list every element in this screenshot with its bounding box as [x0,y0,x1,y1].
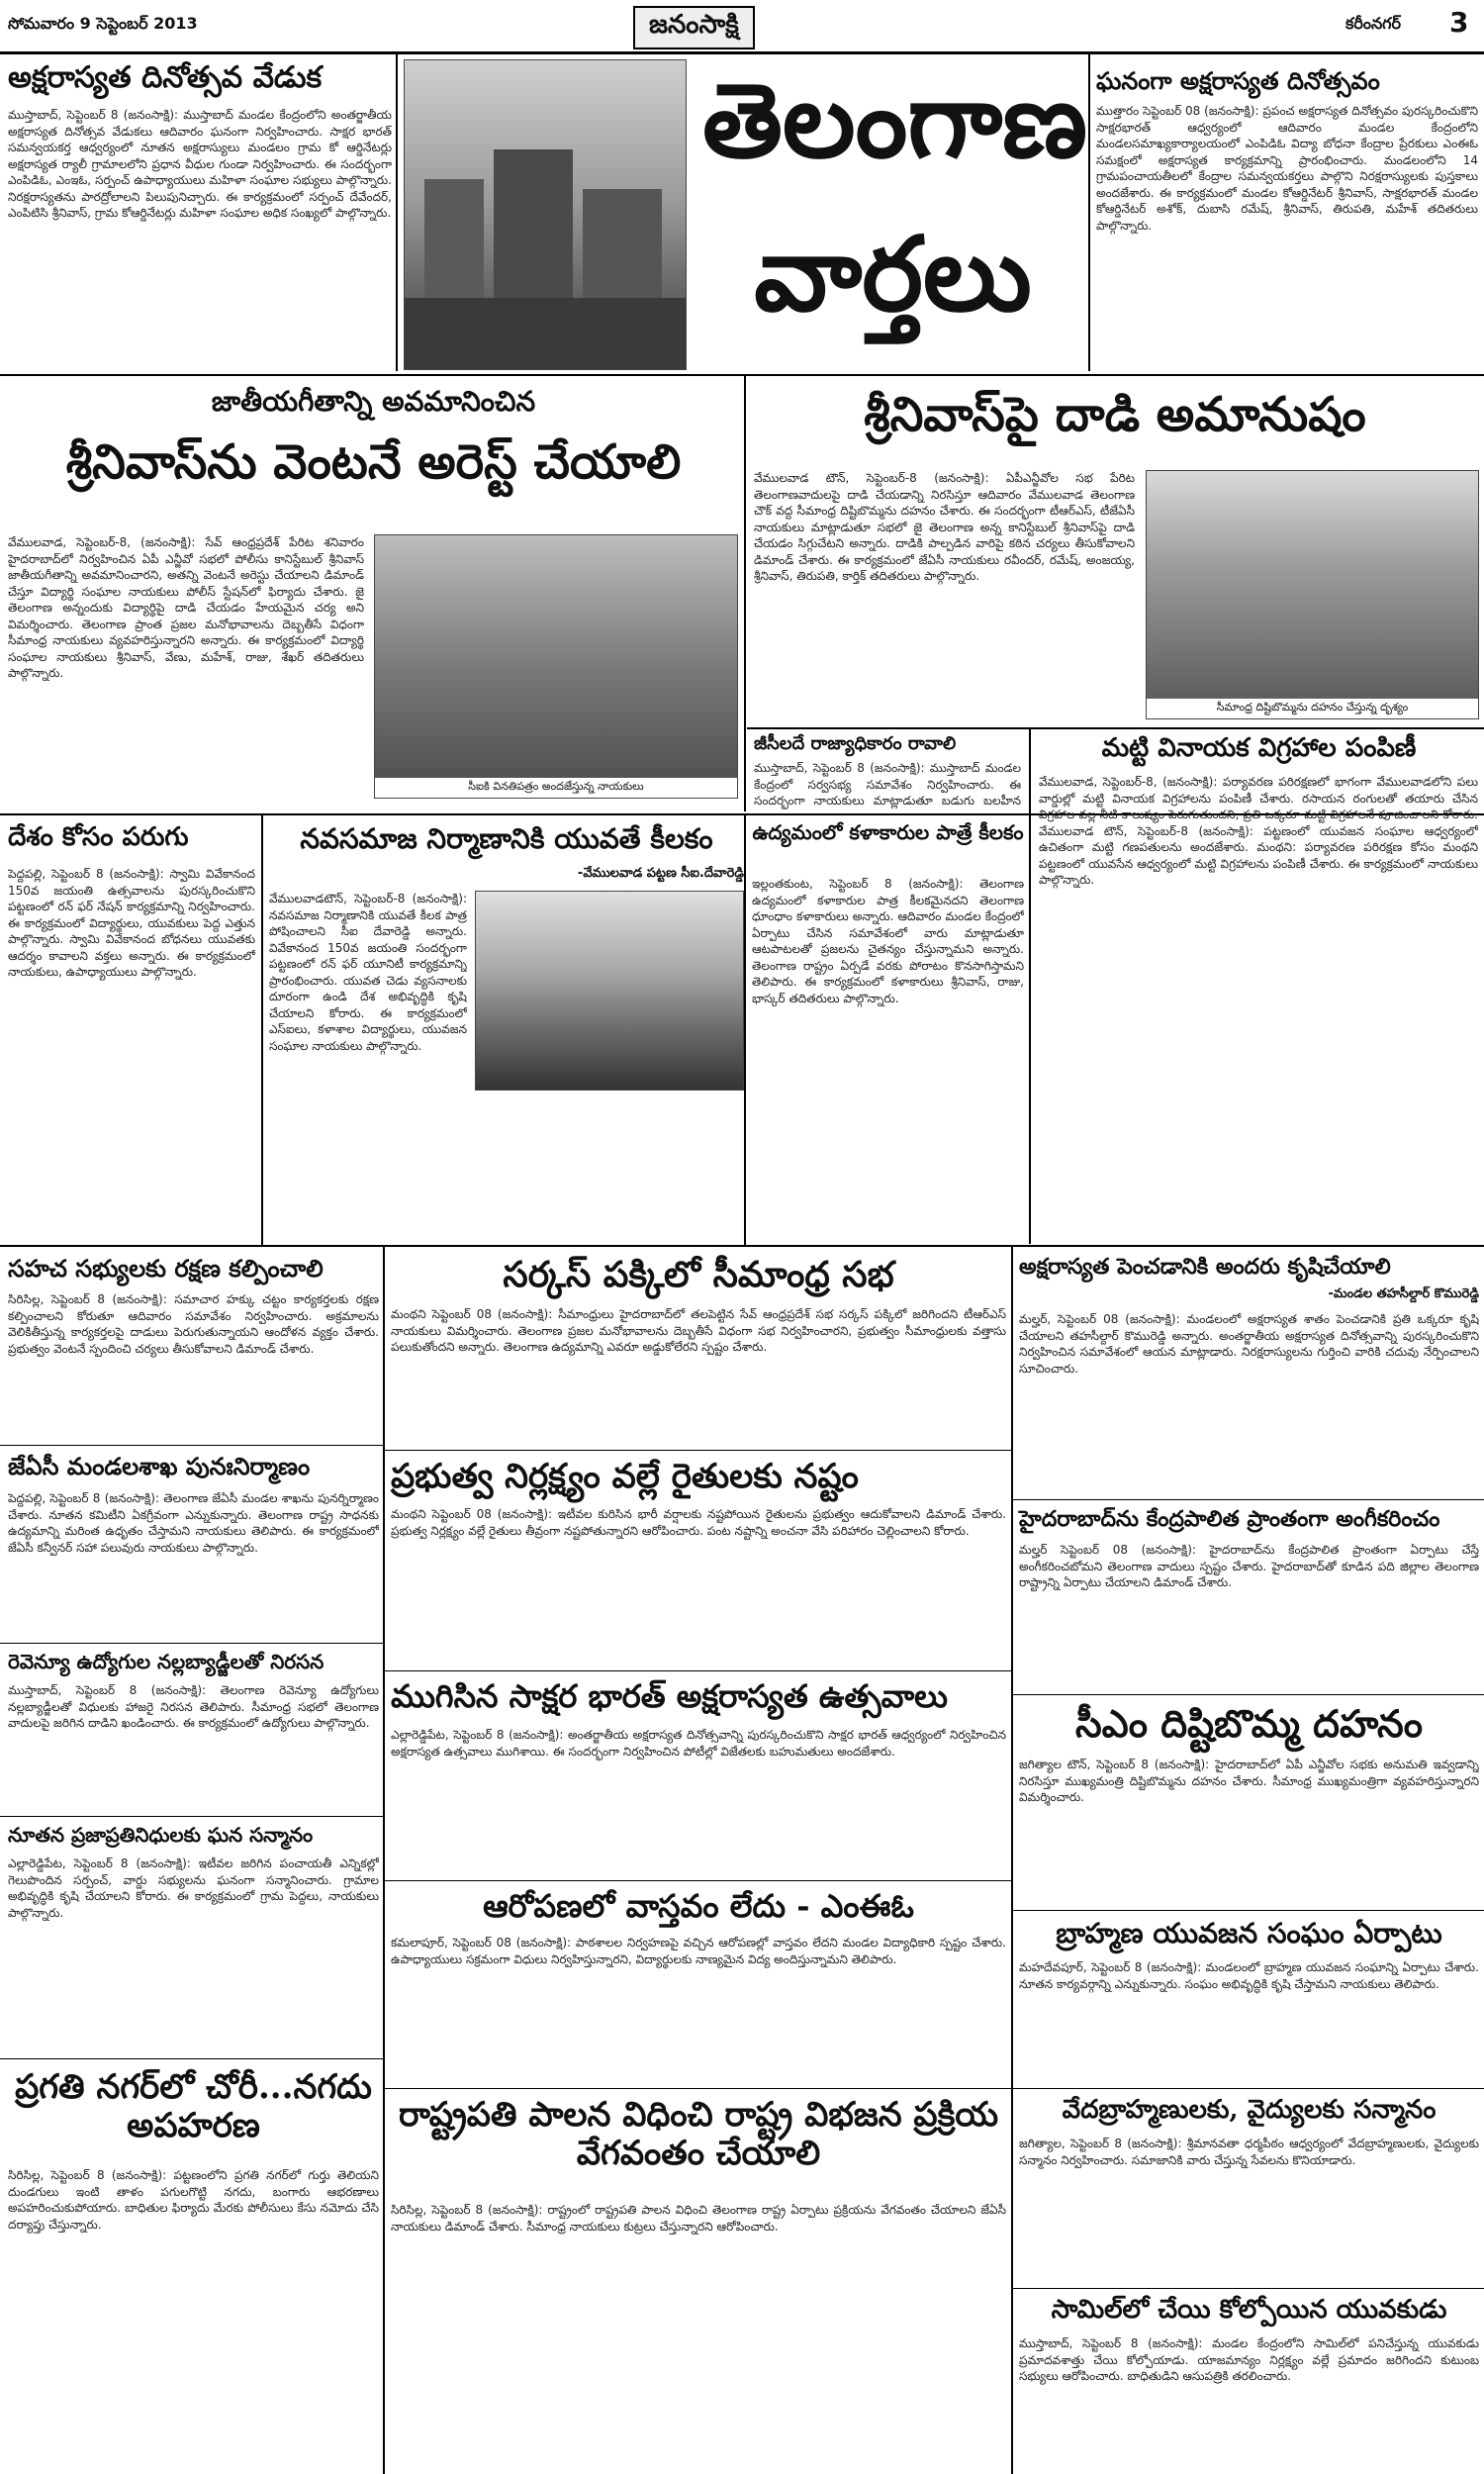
run-event-photo [475,891,744,1091]
row-divider [0,1445,383,1446]
article-body: ఎల్లారెడ్డిపేట, సెప్టెంబర్ 8 (జనంసాక్షి): ఇటీవల జరిగిన పంచాయతీ ఎన్నికల్లో గెలుపొందిన సర్పంచ్, వార్డు సభ్యులను ఘనంగా సన్మానించారు. గ్రామాల అభివృద్ధికి కృషి చేయాలని కోరారు. ఈ కార్యక్రమంలో గ్రామ పెద్దలు, నాయకులు పాల్గొన్నారు. [8,1856,379,1920]
article-headline: అక్షరాస్యత పెంచడానికి అందరు కృషిచేయాలి [1019,1254,1391,1280]
article-body: పెద్దపల్లి, సెప్టెంబర్ 8 (జనంసాక్షి): తెలంగాణ జేఏసీ మండల శాఖను పునర్నిర్మాణం చేశారు. నూతన కమిటీని ఏకగ్రీవంగా ఎన్నుకున్నారు. తెలంగాణ రాష్ట్ర సాధనకు ఉద్యమాన్ని మరింత ఉధృతం చేస్తామని నాయకులు తెలిపారు. ఈ కార్యక్రమంలో జేఏసీ కన్వీనర్ సహా పలువురు నాయకులు పాల్గొన్నారు. [8,1491,379,1555]
article-body: పెద్దపల్లి, సెప్టెంబర్ 8 (జనంసాక్షి): స్వామి వివేకానంద 150వ జయంతి ఉత్సవాలను పురస్కరించుకొని పట్టణంలో రన్ ఫర్ నేషన్ కార్యక్రమాన్ని నిర్వహించారు. ఈ కార్యక్రమంలో విద్యార్థులు, యువకులు పెద్ద ఎత్తున పాల్గొన్నారు. స్వామి వివేకానంద బోధనలు యువతకు ఆదర్శం కావాలని వక్తలు అన్నారు. ఈ కార్యక్రమంలో నాయకులు, ఉపాధ్యాయులు పాల్గొన్నారు. [8,867,255,980]
row-divider [384,1670,1011,1671]
fort-photo [404,59,687,370]
column-divider [1011,1247,1013,2474]
article-byline: -వేములవాడ పట్టణ సీఐ.దేవారెడ్డి [577,866,744,881]
article-headline: సామిల్‌లో చేయి కోల్పోయిన యువకుడు [1051,2295,1447,2325]
article-headline: ఉద్యమంలో కళాకారుల పాత్రే కీలకం [752,820,1024,844]
article-headline: రాష్ట్రపతి పాలన విధించి రాష్ట్ర విభజన ప్రక్రియ వేగవంతం చేయాలి [398,2095,999,2174]
article-headline: ఆరోపణలో వాస్తవం లేదు - ఎంఈఓ [483,1887,914,1925]
article-headline: హైదరాబాద్‌ను కేంద్రపాలిత ప్రాంతంగా అంగీకరించం [1019,1506,1440,1532]
article-body: ముస్తాబాద్, సెప్టెంబర్ 8 (జనంసాక్షి): మండల కేంద్రంలోని సామిల్‌లో పనిచేస్తున్న యువకుడు ప్రమాదవశాత్తు చేయి కోల్పోయాడు. యాజమాన్యం నిర్లక్ష్యం వల్లే ప్రమాదం జరిగిందని కుటుంబ సభ్యులు ఆరోపించారు. బాధితుడిని ఆసుపత్రికి తరలించారు. [1019,2336,1479,2384]
article-headline: నూతన ప్రజాప్రతినిధులకు ఘన సన్మానం [8,1823,314,1847]
article-headline: ప్రభుత్వ నిర్లక్ష్యం వల్లే రైతులకు నష్టం [391,1457,859,1496]
article-body: ముస్తాబాద్, సెప్టెంబర్ 8 (జనంసాక్షి): తెలంగాణ రెవెన్యూ ఉద్యోగులు నల్లబ్యాడ్జీలతో విధులకు హాజరై నిరసన తెలిపారు. సీమాంధ్ర సభలో తెలంగాణ వాదులపై జరిగిన దాడిని ఖండించారు. ఈ కార్యక్రమంలో ఉద్యోగులు పాల్గొన్నారు. [8,1683,379,1731]
article-headline: బ్రాహ్మణ యువజన సంఘం ఏర్పాటు [1056,1917,1442,1950]
article-headline: నవసమాజ నిర్మాణానికి యువతే కీలకం [300,822,713,855]
page-number: 3 [1449,6,1469,39]
article-headline: సర్కస్ పక్కిలో సీమాంధ్ర సభ [503,1254,894,1295]
memorandum-photo [374,534,738,799]
column-divider [396,54,398,371]
article-body: కమలాపూర్, సెప్టెంబర్ 08 (జనంసాక్షి): పాఠశాలల నిర్వహణపై వచ్చిన ఆరోపణల్లో వాస్తవం లేదని మండల విద్యాధికారి స్పష్టం చేశారు. ఉపాధ్యాయులు సక్రమంగా విధులు నిర్వహిస్తున్నారని, విద్యార్థులకు నాణ్యమైన విద్య అందిస్తున్నామని తెలిపారు. [391,1936,1006,1966]
article-body: సిరిసిల్ల, సెప్టెంబర్ 8 (జనంసాక్షి): సమాచార హక్కు చట్టం కార్యకర్తలకు రక్షణ కల్పించాలని కోరుతూ ఆదివారం సమావేశం నిర్వహించారు. అక్రమాలను వెలికితీస్తున్న కార్యకర్తలపై దాడులు పెరుగుతున్నాయని ఆందోళన వ్యక్తం చేశారు. ప్రభుత్వం వెంటనే స్పందించి చర్యలు తీసుకోవాలని డిమాండ్ చేశారు. [8,1292,379,1356]
article-body: మల్హర్ సెప్టెంబర్ 08 (జనంసాక్షి): హైదరాబాద్‌ను కేంద్రపాలిత ప్రాంతంగా ఏర్పాటు చేస్తే అంగీకరించబోమని తెలంగాణ వాదులు స్పష్టం చేశారు. హైదరాబాద్‌తో కూడిన పది జిల్లాల తెలంగాణ రాష్ట్రాన్ని ఏర్పాటు చేయాలని డిమాండ్ చేశారు. [1019,1543,1479,1590]
article-byline: -మండల తహసీల్దార్ కొమురెడ్డి [1328,1286,1479,1301]
article-body: ఎల్లారెడ్డిపేట, సెప్టెంబర్ 8 (జనంసాక్షి): అంతర్జాతీయ అక్షరాస్యత దినోత్సవాన్ని పురస్కరించుకొని సాక్షర భారత్ ఆధ్వర్యంలో నిర్వహించిన అక్షరాస్యత ఉత్సవాలు ముగిశాయి. ఈ సందర్భంగా నిర్వహించిన పోటీల్లో విజేతలకు బహుమతులు అందజేశారు. [391,1728,1006,1759]
row-divider [1012,2288,1484,2289]
column-divider [744,815,746,1245]
row-divider [1012,1910,1484,1911]
row-divider [384,1450,1011,1451]
row-divider [0,1816,383,1817]
row-divider [747,727,1484,729]
row-divider [0,374,1484,376]
article-headline: సహచ సభ్యులకు రక్షణ కల్పించాలి [8,1254,324,1283]
row-divider [0,1245,1484,1247]
article-headline: వేదబ్రాహ్మణులకు, వైద్యులకు సన్మానం [1062,2095,1437,2125]
page-header [0,0,1484,54]
row-divider [1012,2088,1484,2089]
column-divider [1088,54,1090,371]
article-headline: శ్రీనివాస్‌ను వెంటనే అరెస్ట్ చేయాలి [65,434,682,490]
column-divider [1029,729,1031,1244]
article-headline: ముగిసిన సాక్షర భారత్ అక్షరాస్యత ఉత్సవాలు [391,1677,948,1715]
article-body: వేములవాడ, సెప్టెంబర్-8, (జనంసాక్షి): పర్యావరణ పరిరక్షణలో భాగంగా వేములవాడలోని పలు వార్డుల్లో మట్టి వినాయక విగ్రహాలను పంపిణీ చేశారు. రసాయన రంగులతో తయారు చేసిన విగ్రహాల వల్ల నీటి కాలుష్యం పెరుగుతుందని, ప్రతి ఒక్కరూ మట్టి విగ్రహాలనే పూజించాలని కోరారు. వేములవాడ టౌన్, సెప్టెంబర్-8 (జనంసాక్షి): పట్టణంలో యువజన సంఘాల ఆధ్వర్యంలో ఉచితంగా మట్టి గణపతులను అందజేశారు. మంథని: పర్యావరణ పరిరక్షణ కోసం మంథని పట్టణంలో యువసేన ఆధ్వర్యంలో మట్టి విగ్రహాలను పంపిణీ చేశారు. ఈ కార్యక్రమంలో నాయకులు పాల్గొన్నారు. [1039,775,1478,888]
article-headline: శ్రీనివాస్‌పై దాడి అమానుషం [864,387,1366,442]
section-title-telangana: తెలంగాణ [702,59,1088,181]
article-body: వేములవాడ, సెప్టెంబర్-8, (జనంసాక్షి): సేవ్ ఆంధ్రప్రదేశ్ పేరిట శనివారం హైదరాబాద్‌లో నిర్వహించిన ఏపీ ఎన్జీవో సభలో పోలీసు కానిస్టేబుల్ శ్రీనివాస్ జాతీయగీతాన్ని అవమానించారని, అతన్ని వెంటనే అరెస్టు చేయాలని డిమాండ్ చేస్తూ విద్యార్థి సంఘాల నాయకులు పోలీస్ స్టేషన్‌లో ఫిర్యాదు చేశారు. జై తెలంగాణ అన్నందుకు విద్యార్థిపై దాడి చేయడం హేయమైన చర్య అని విమర్శించారు. తెలంగాణ ప్రాంత ప్రజల మనోభావాలను దెబ్బతీసే విధంగా సీమాంధ్ర నాయకులు వ్యవహరిస్తున్నారని అన్నారు. ఈ కార్యక్రమంలో విద్యార్థి సంఘాల నాయకులు శ్రీనివాస్, వేణు, మహేశ్, రాజు, శేఖర్ తదితరులు పాల్గొన్నారు. [8,535,364,681]
article-body: ముస్తాబాద్, సెప్టెంబర్ 8 (జనంసాక్షి): ముస్తాబాద్ మండల కేంద్రంలోని అంతర్జాతీయ అక్షరాస్యత దినోత్సవ వేడుకలు ఆదివారం ఘనంగా నిర్వహించారు. సాక్షర భారత్ సమన్వయకర్త ఆధ్వర్యంలో నూతన అక్షరాస్యులు మండలం గ్రామ కో ఆర్డినేటర్లు అక్షరాస్యత ర్యాలీ గ్రామాలలోని ప్రధాన వీధుల గుండా నిర్వహించారు. ఈ సందర్భంగా ఎంపిడిఓ, ఎంఇఓ, సర్పంచ్ ఉపాధ్యాయులు మహిళా సంఘాల సభ్యులు పాల్గొన్నారు. నిరక్షరాస్యతను పారద్రోలాలని పిలుపునిచ్చారు. ఈ కార్యక్రమంలో సర్పంచ్ దేవేందర్, ఎంపిటిసి శ్రీనివాస్, గ్రామ కోఆర్డినేటర్లు మహిళా సంఘాల అధిక సంఖ్యలో పాల్గొన్నారు. [8,108,392,221]
protest-photo [1146,470,1479,719]
row-divider [1012,1694,1484,1695]
article-body: జగిత్యాల, సెప్టెంబర్ 8 (జనంసాక్షి): శ్రీమానవతా ధర్మపీఠం ఆధ్వర్యంలో వేదబ్రాహ్మణులకు, వైద్యులకు సన్మానం నిర్వహించారు. సమాజానికి వారు చేస్తున్న సేవలను కొనియాడారు. [1019,2137,1479,2167]
article-headline: ఘనంగా అక్షరాస్యత దినోత్సవం [1096,66,1380,95]
article-body: సిరిసిల్ల, సెప్టెంబర్ 8 (జనంసాక్షి): పట్టణంలోని ప్రగతి నగర్‌లో గుర్తు తెలియని దుండగులు ఇంటి తాళం పగులగొట్టి నగదు, బంగారు ఆభరణాలు అపహరించుకుపోయారు. బాధితుల ఫిర్యాదు మేరకు పోలీసులు కేసు నమోదు చేసి దర్యాప్తు చేస్తున్నారు. [8,2168,379,2232]
article-headline: ప్రగతి నగర్‌లో చోరీ...నగదు అపహరణ [15,2067,372,2146]
column-divider [383,1247,385,2474]
article-headline: సీఎం దిష్టిబొమ్మ దహనం [1075,1701,1423,1746]
article-headline: జేఏసీ మండలశాఖ పునఃనిర్మాణం [8,1452,311,1480]
article-body: వేములవాడ టౌన్, సెప్టెంబర్-8 (జనంసాక్షి): ఏపీఎన్జీవోల సభ పేరిట తెలంగాణవాదులపై దాడి చేయడాన్ని నిరసిస్తూ ఆదివారం వేములవాడ తెలంగాణ చౌక్ వద్ద సీమాంధ్ర దిష్టిబొమ్మను దహనం చేశారు. ఈ సందర్భంగా టీఆర్ఎస్, టీజేఏసీ నాయకులు మాట్లాడుతూ సభలో జై తెలంగాణ అన్న కానిస్టేబుల్ శ్రీనివాస్‌పై దాడి చేయడం సిగ్గుచేటని అన్నారు. దాడికి పాల్పడిన వారిపై కఠిన చర్యలు తీసుకోవాలని డిమాండ్ చేశారు. ఈ కార్యక్రమంలో జేఏసీ నాయకులు రవీందర్, రమేష్, అంజయ్య, శ్రీనివాస్, తిరుపతి, కార్తిక్ తదితరులు పాల్గొన్నారు. [754,471,1135,584]
article-headline: జీసీలదే రాజ్యాధికారం రావాలి [754,733,957,754]
article-headline: మట్టి వినాయక విగ్రహాల పంపిణీ [1101,733,1417,763]
newspaper-logo: జనంసాక్షి [633,6,755,49]
row-divider [0,1643,383,1644]
column-divider [744,376,746,811]
edition-name: కరీంనగర్ [1345,14,1402,33]
row-divider [1012,1499,1484,1500]
article-headline: రెవెన్యూ ఉద్యోగుల నల్లబ్యాడ్జీలతో నిరసన [8,1650,325,1673]
article-headline: అక్షరాస్యత దినోత్సవ వేడుక [8,60,323,95]
article-body: వేములవాడటౌన్, సెప్టెంబర్-8 (జనంసాక్షి): నవసమాజ నిర్మాణానికి యువతే కీలక పాత్ర పోషించాలని సీఐ దేవారెడ్డి అన్నారు. వివేకానంద 150వ జయంతి సందర్భంగా పట్టణంలో రన్ ఫర్ యూనిటీ కార్యక్రమాన్ని ప్రారంభించారు. యువత చెడు వ్యసనాలకు దూరంగా ఉండి దేశ అభివృద్ధికి కృషి చేయాలని కోరారు. ఈ కార్యక్రమంలో ఎస్ఐలు, కళాశాల విద్యార్థులు, యువజన సంఘాల నాయకులు పాల్గొన్నారు. [269,892,467,1053]
article-body: మహదేవపూర్, సెప్టెంబర్ 8 (జనంసాక్షి): మండలంలో బ్రాహ్మణ యువజన సంఘాన్ని ఏర్పాటు చేశారు. నూతన కార్యవర్గాన్ని ఎన్నుకున్నారు. సంఘం అభివృద్ధికి కృషి చేస్తామని నాయకులు తెలిపారు. [1019,1960,1479,1991]
article-body: సిరిసిల్ల, సెప్టెంబర్ 8 (జనంసాక్షి): రాష్ట్రంలో రాష్ట్రపతి పాలన విధించి తెలంగాణ రాష్ట్ర ఏర్పాటు ప్రక్రియను వేగవంతం చేయాలని జేఏసీ నాయకులు డిమాండ్ చేశారు. సీమాంధ్ర నాయకులు కుట్రలు చేస్తున్నారని ఆరోపించారు. [391,2203,1006,2234]
photo-caption: సీఐకి వినతిపత్రం అందజేస్తున్న నాయకులు [375,778,737,798]
article-body: ముస్తాబాద్, సెప్టెంబర్ 8 (జనంసాక్షి): ముస్తాబాద్ మండల కేంద్రంలో సర్వసభ్య సమావేశం నిర్వహించారు. ఈ సందర్భంగా నాయకులు మాట్లాడుతూ బడుగు బలహీన [754,761,1021,809]
fort-icon [405,60,686,369]
article-body: మల్హర్, సెప్టెంబర్ 08 (జనంసాక్షి): మండలంలో అక్షరాస్యత శాతం పెంచడానికి ప్రతి ఒక్కరూ కృషి చేయాలని తహసీల్దార్ కొమురెడ్డి అన్నారు. అంతర్జాతీయ అక్షరాస్యత దినోత్సవాన్ని పురస్కరించుకొని నిర్వహించిన సమావేశంలో ఆయన మాట్లాడారు. నిరక్షరాస్యులను గుర్తించి వారికి చదువు నేర్పించాలని సూచించారు. [1019,1312,1479,1376]
row-divider [0,2058,383,2059]
row-divider [384,2088,1011,2089]
article-body: మంథని సెప్టెంబర్ 08 (జనంసాక్షి): ఇటీవల కురిసిన భారీ వర్షాలకు నష్టపోయిన రైతులను ప్రభుత్వం ఆదుకోవాలని డిమాండ్ చేశారు. ప్రభుత్వ నిర్లక్ష్యం వల్లే రైతులు తీవ్రంగా నష్టపోతున్నారని ఆరోపించారు. పంట నష్టాన్ని అంచనా వేసి పరిహారం చెల్లించాలని కోరారు. [391,1507,1006,1538]
article-body: జగిత్యాల టౌన్, సెప్టెంబర్ 8 (జనంసాక్షి): హైదరాబాద్‌లో ఏపీ ఎన్జీవోల సభకు అనుమతి ఇవ్వడాన్ని నిరసిస్తూ ముఖ్యమంత్రి దిష్టిబొమ్మను దహనం చేశారు. సీమాంధ్ర ముఖ్యమంత్రిగా వ్యవహరిస్తున్నారని విమర్శించారు. [1019,1758,1479,1805]
column-divider [261,815,263,1245]
article-body: ఇల్లంతకుంట, సెప్టెంబర్ 8 (జనంసాక్షి): తెలంగాణ ఉద్యమంలో కళాకారుల పాత్ర కీలకమైనదని తెలంగాణ ధూంధాం కళాకారులు అన్నారు. ఆదివారం మండల కేంద్రంలో ఏర్పాటు చేసిన సమావేశంలో వారు మాట్లాడుతూ ఆటపాటలతో ప్రజలను చైతన్యం చేస్తున్నామని అన్నారు. తెలంగాణ రాష్ట్రం ఏర్పడే వరకు పోరాటం కొనసాగిస్తామని తెలిపారు. ఈ కార్యక్రమంలో కళాకారులు శ్రీనివాస్, రాజు, భాస్కర్ తదితరులు పాల్గొన్నారు. [752,877,1024,1005]
row-divider [384,1880,1011,1881]
section-title-news: వార్తలు [754,213,1032,334]
photo-caption: సీమాంధ్ర దిష్టిబొమ్మను దహనం చేస్తున్న దృశ్యం [1147,699,1478,718]
article-kicker: జాతీయగీతాన్ని అవమానించిన [211,385,536,418]
issue-date: సోమవారం 9 సెప్టెంబర్ 2013 [8,14,198,33]
article-body: మంథని సెప్టెంబర్ 08 (జనంసాక్షి): సీమాంధ్రులు హైదరాబాద్‌లో తలపెట్టిన సేవ్ ఆంధ్రప్రదేశ్ సభ సర్కస్ పక్కిలో జరిగిందని టీఆర్ఎస్ నాయకులు విమర్శించారు. తెలంగాణ ప్రజల మనోభావాలను దెబ్బతీసే విధంగా సభ నిర్వహించారని, ప్రభుత్వం సీమాంధ్రులకు వత్తాసు పలుకుతోందని అన్నారు. తెలంగాణ ఉద్యమాన్ని ఎవరూ అడ్డుకోలేరని స్పష్టం చేశారు. [391,1307,1006,1355]
article-body: ముత్తారం సెప్టెంబర్ 08 (జనంసాక్షి): ప్రపంచ అక్షరాస్యత దినోత్సవం పురస్కరించుకొని సాక్షరభారత్ ఆధ్వర్యంలో ఆదివారం మండల కేంద్రంలోని మండలసమాఖ్యకార్యాలయంలో ఎంపిడిఓ విద్యా బోధనా కేంద్రాల ప్రేరకులు ఎంఈఓ సమక్షంలో అక్షరాస్యత కార్యక్రమాన్ని ప్రారంభించారు. మండలంలోని 14 గ్రామపంచాయతీలలో కేంద్రాల సమన్వయకర్తలు పాల్గొని నిరక్షరాస్యులకు పుస్తకాలు అందజేశారు. ఈ కార్యక్రమంలో మండల కోఆర్డినేటర్ శ్రీనివాస్, సాక్షరభారత్ మండల కోఆర్డినేటర్ అశోక్, దుబాసి రమేష్, శ్రీనివాస్, తిరుపతి, మహేశ్ తదితరులు పాల్గొన్నారు. [1096,104,1478,233]
article-headline: దేశం కోసం పరుగు [8,822,189,852]
